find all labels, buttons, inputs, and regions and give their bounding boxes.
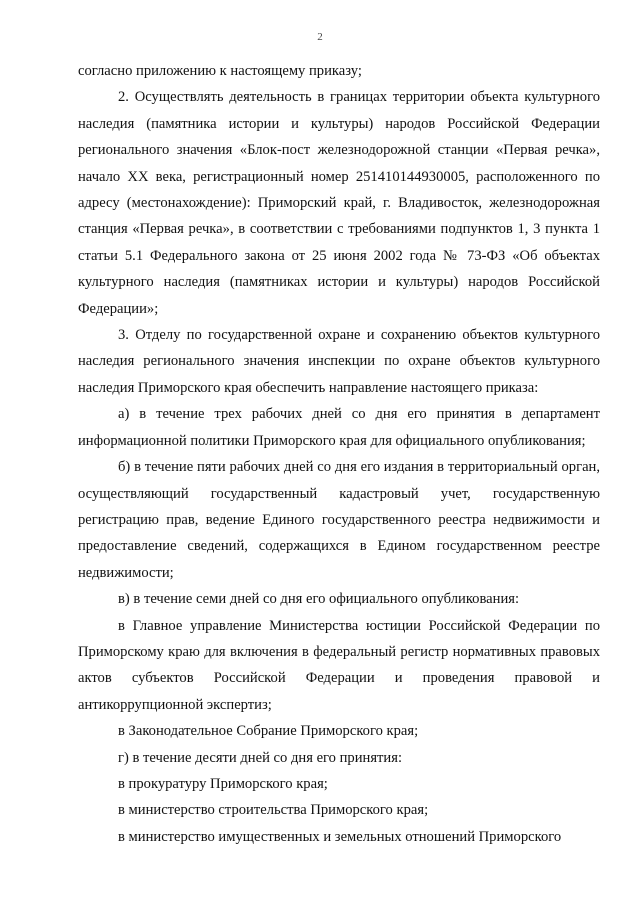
paragraph-subitem-g: г) в течение десяти дней со дня его принятия: [118,749,403,766]
paragraph-subitem-v: в) в течение семи дней со дня его официального опубликования: [118,591,520,608]
paragraph-ministry-construction: в министерство строительства Приморского края; [118,802,429,819]
paragraph-ministry-property: в министерство имущественных и земельных отношений Приморского [118,828,562,845]
paragraph-legislative-assembly: в Законодательное Собрание Приморского края; [118,723,419,740]
paragraph-prosecutor: в прокуратуру Приморского края; [118,775,328,792]
paragraph-item-2: 2. Осуществлять деятельность в границах территории объекта культурного наследия (памятника истории и культуры) народов Российской Федерации регионального значения «Блок-пост железнодорожной станции «Первая речка», начало XX века, регистрационный номер 251410144930005, расположенного по адресу (местонахождение): Приморский край, г. Владивосток, железнодорожная станция «Первая речка», в соответствии с требованиями подпунктов 1, 3 пункта 1 статьи 5.1 Федерального закона от 25 июня 2002 года № 73-ФЗ «Об объектах культурного наследия (памятниках истории и культуры) народов Российской Федерации»; [78,89,600,317]
paragraph-item-3: 3. Отделу по государственной охране и сохранению объектов культурного наследия регионального значения инспекции по охране объектов культурного наследия Приморского края обеспечить направление настоящего приказа: [78,327,600,396]
paragraph-subitem-b: б) в течение пяти рабочих дней со дня его издания в территориальный орган, осуществляющий государственный кадастровый учет, государственную регистрацию прав, ведение Единого государственного реестра недвижимости и предоставление сведений, содержащихся в Едином государственном реестре недвижимости; [78,459,600,581]
paragraph-ministry-justice: в Главное управление Министерства юстиции Российской Федерации по Приморскому краю для включения в федеральный регистр нормативных правовых актов субъектов Российской Федерации и проведения правовой и антикоррупционной экспертиз; [78,617,600,713]
paragraph-subitem-a: а) в течение трех рабочих дней со дня его принятия в департамент информационной политики Приморского края для официального опубликования; [78,406,600,449]
paragraph-intro-continuation: согласно приложению к настоящему приказу; [78,63,362,79]
page-number: 2 [317,31,323,43]
document-body [78,58,600,850]
